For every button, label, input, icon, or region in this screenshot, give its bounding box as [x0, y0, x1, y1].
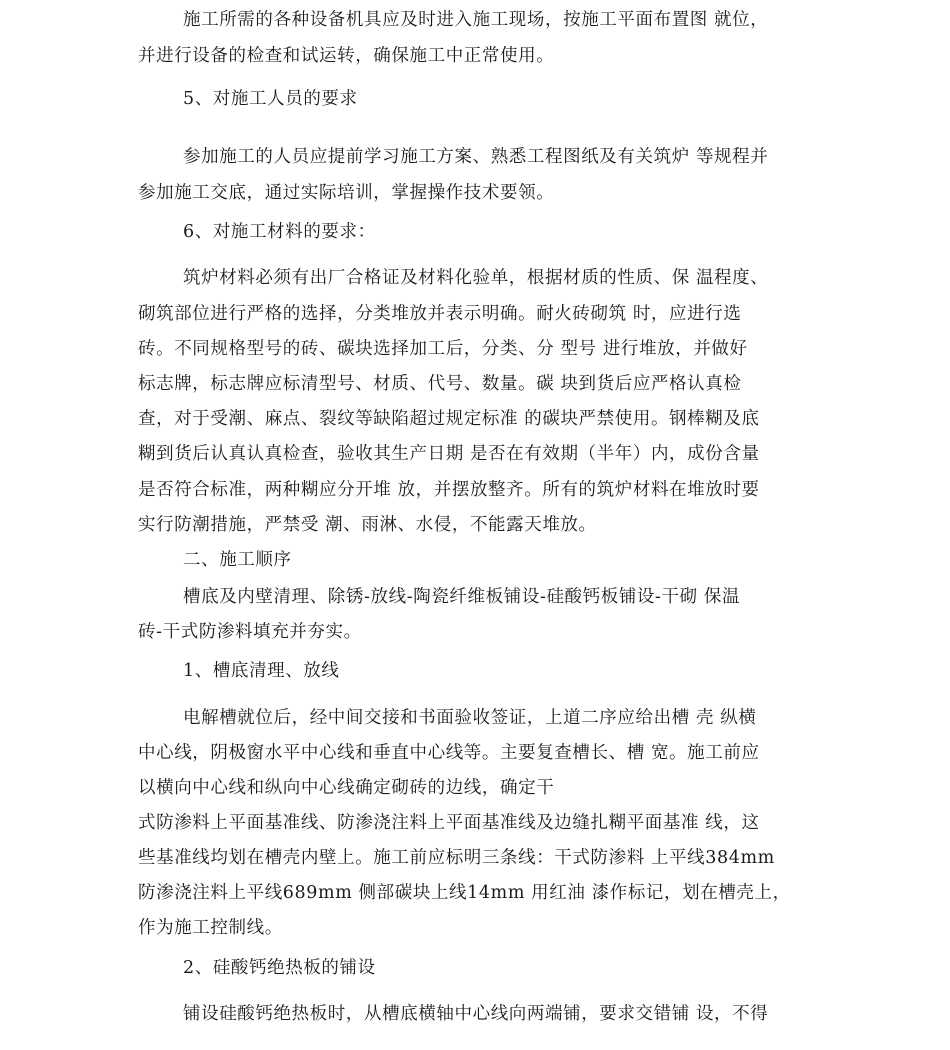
paragraph-line: 参加施工交底，通过实际培训，掌握操作技术要领。	[138, 183, 555, 203]
section-heading: 5、对施工人员的要求	[183, 89, 358, 109]
paragraph-line: 砌筑部位进行严格的选择，分类堆放并表示明确。耐火砖砌筑 时，应进行选	[138, 304, 742, 324]
paragraph-line: 式防渗料上平面基准线、防渗浇注料上平面基准线及边缝扎糊平面基准 线，这	[138, 813, 760, 833]
paragraph-line: 标志牌，标志牌应标清型号、材质、代号、数量。碳 块到货后应严格认真检	[138, 374, 742, 394]
paragraph-line: 是否符合标准，两种糊应分开堆 放，并摆放整齐。所有的筑炉材料在堆放时要	[138, 480, 760, 500]
section-heading: 二、施工顺序	[183, 550, 292, 570]
paragraph-line: 槽底及内壁清理、除锈-放线-陶瓷纤维板铺设-硅酸钙板铺设-干砌 保温	[183, 587, 741, 607]
paragraph-line: 实行防潮措施，严禁受 潮、雨淋、水侵，不能露天堆放。	[138, 515, 597, 535]
paragraph-line: 铺设硅酸钙绝热板时，从槽底横轴中心线向两端铺，要求交错铺 设，不得	[183, 1004, 769, 1024]
paragraph-line: 查，对于受潮、麻点、裂纹等缺陷超过规定标准 的碳块严禁使用。钢棒糊及底	[138, 409, 760, 429]
section-heading: 1、槽底清理、放线	[183, 661, 340, 681]
paragraph-line: 些基准线均划在槽壳内壁上。施工前应标明三条线：干式防渗料 上平线384mm	[138, 848, 775, 868]
paragraph-line: 作为施工控制线。	[138, 918, 283, 938]
section-heading: 2、硅酸钙绝热板的铺设	[183, 958, 376, 978]
paragraph-line: 以横向中心线和纵向中心线确定砌砖的边线，确定干	[138, 778, 555, 798]
paragraph-line: 电解槽就位后，经中间交接和书面验收签证，上道二序应给出槽 壳 纵横	[183, 708, 757, 728]
paragraph-line: 参加施工的人员应提前学习施工方案、熟悉工程图纸及有关筑炉 等规程并	[183, 147, 769, 167]
paragraph-line: 砖-干式防渗料填充并夯实。	[138, 622, 362, 642]
section-heading: 6、对施工材料的要求：	[183, 222, 376, 242]
paragraph-line: 中心线，阴极窗水平中心线和垂直中心线等。主要复查槽长、槽 宽。施工前应	[138, 743, 760, 763]
paragraph-line: 施工所需的各种设备机具应及时进入施工现场，按施工平面布置图 就位，	[183, 10, 769, 30]
paragraph-line: 筑炉材料必须有出厂合格证及材料化验单，根据材质的性质、保 温程度、	[183, 268, 769, 288]
paragraph-line: 糊到货后认真认真检查，验收其生产日期 是否在有效期（半年）内，成份含量	[138, 444, 760, 464]
paragraph-line: 砖。不同规格型号的砖、碳块选择加工后，分类、分 型号 进行堆放，并做好	[138, 339, 748, 359]
paragraph-line: 防渗浇注料上平线689mm 侧部碳块上线14mm 用红油 漆作标记，划在槽壳上，	[138, 883, 791, 903]
paragraph-line: 并进行设备的检查和试运转，确保施工中正常使用。	[138, 46, 555, 66]
